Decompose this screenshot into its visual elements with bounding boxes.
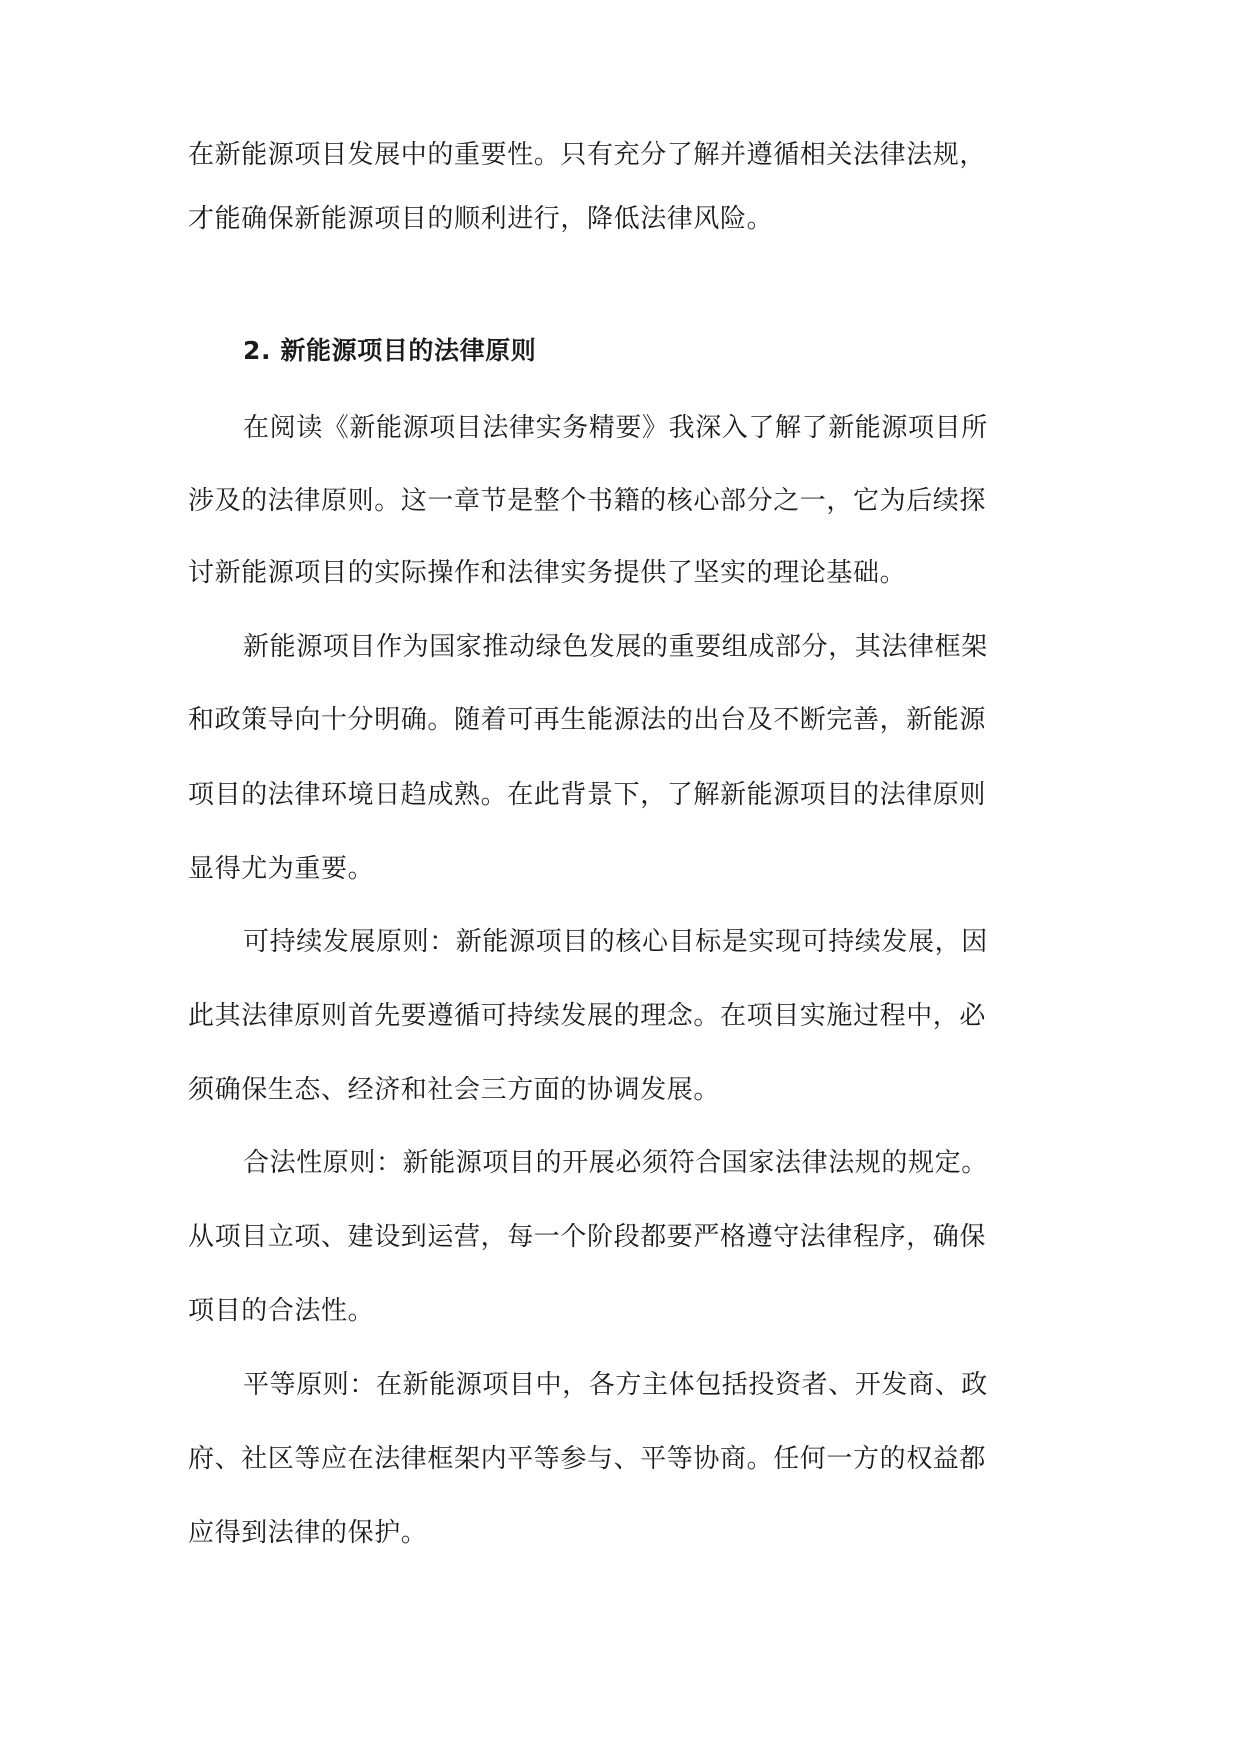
paragraph-5-line-1: 平等原则：在新能源项目中，各方主体包括投资者、开发商、政 [243,1370,988,1400]
paragraph-3-line-3: 须确保生态、经济和社会三方面的协调发展。 [188,1075,721,1105]
paragraph-3-line-2: 此其法律原则首先要遵循可持续发展的理念。在项目实施过程中，必 [188,1001,987,1031]
paragraph-continuation-line-1: 在新能源项目发展中的重要性。只有充分了解并遵循相关法律法规， [188,140,987,170]
paragraph-1-line-3: 讨新能源项目的实际操作和法律实务提供了坚实的理论基础。 [188,558,907,588]
paragraph-2-line-3: 项目的法律环境日趋成熟。在此背景下，了解新能源项目的法律原则 [188,780,987,810]
paragraph-5-line-2: 府、社区等应在法律框架内平等参与、平等协商。任何一方的权益都 [188,1444,987,1474]
paragraph-4-line-1: 合法性原则：新能源项目的开展必须符合国家法律法规的规定。 [243,1148,988,1178]
paragraph-5-line-3: 应得到法律的保护。 [188,1518,428,1548]
paragraph-1-line-2: 涉及的法律原则。这一章节是整个书籍的核心部分之一，它为后续探 [188,486,987,516]
paragraph-3-line-1: 可持续发展原则：新能源项目的核心目标是实现可持续发展，因 [243,927,988,957]
paragraph-4-line-3: 项目的合法性。 [188,1296,375,1326]
paragraph-continuation-line-2: 才能确保新能源项目的顺利进行，降低法律风险。 [188,204,774,234]
paragraph-1-line-1: 在阅读《新能源项目法律实务精要》我深入了解了新能源项目所 [243,413,988,443]
section-heading: 2. 新能源项目的法律原则 [243,336,537,365]
paragraph-2-line-2: 和政策导向十分明确。随着可再生能源法的出台及不断完善，新能源 [188,705,987,735]
paragraph-2-line-4: 显得尤为重要。 [188,854,375,884]
paragraph-2-line-1: 新能源项目作为国家推动绿色发展的重要组成部分，其法律框架 [243,632,988,662]
paragraph-4-line-2: 从项目立项、建设到运营，每一个阶段都要严格遵守法律程序，确保 [188,1222,987,1252]
